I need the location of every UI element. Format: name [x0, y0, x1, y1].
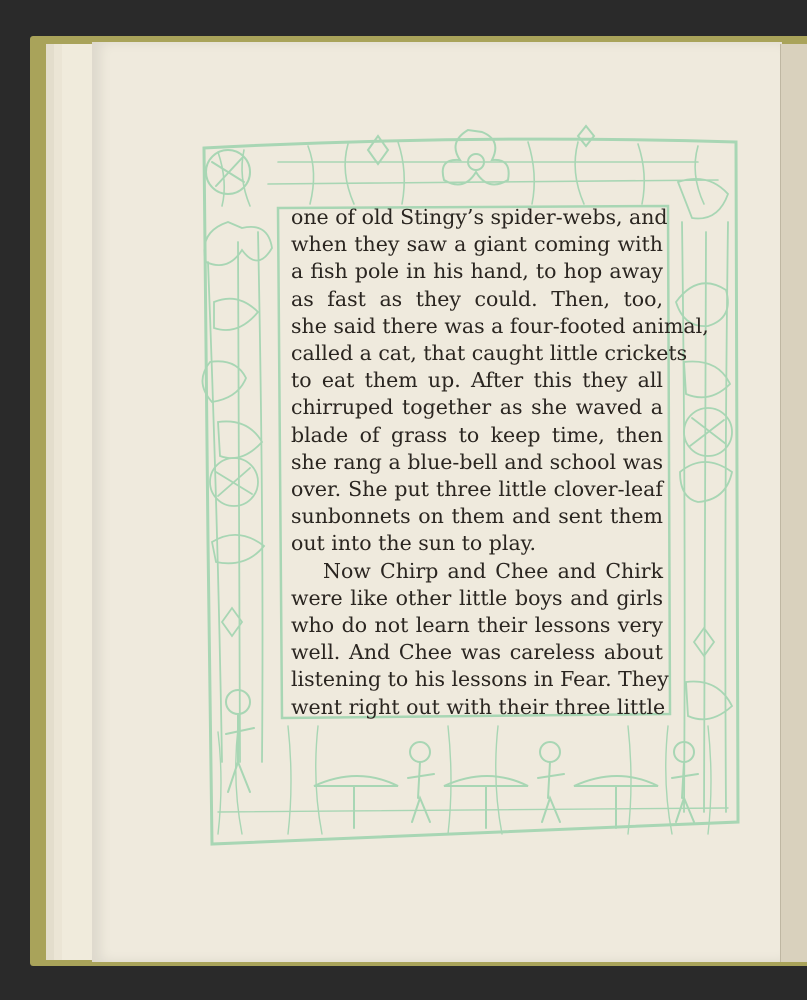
- text-line: one of old Stingy’s spider-webs, and: [291, 205, 668, 229]
- text-line: chirruped together as she waved a: [291, 395, 663, 420]
- text-line: a fish pole in his hand, to hop away: [291, 259, 663, 284]
- text-line: called a cat, that caught little crickets: [291, 341, 688, 366]
- text-line: when they saw a giant coming with: [291, 232, 663, 257]
- text-line: listening to his lessons in Fear. They: [291, 667, 669, 692]
- text-line: sunbonnets on them and sent them: [291, 504, 663, 529]
- facing-page-edge: [780, 44, 807, 962]
- text-line: blade of grass to keep time, then: [291, 422, 663, 447]
- text-line: out into the sun to play.: [291, 531, 537, 556]
- text-line: were like other little boys and girls: [291, 585, 663, 610]
- text-line: she said there was a four-footed animal,: [291, 313, 709, 338]
- story-text: [291, 204, 709, 721]
- text-line: as fast as they could. Then, too,: [291, 286, 663, 311]
- text-line: went right out with their three little: [291, 694, 666, 719]
- text-line: she rang a blue-bell and school was: [291, 449, 663, 474]
- text-line: well. And Chee was careless about: [291, 640, 663, 665]
- text-line: to eat them up. After this they all: [291, 368, 663, 393]
- text-line: who do not learn their lessons very: [291, 613, 663, 638]
- text-line: over. She put three little clover-leaf: [291, 477, 663, 502]
- text-line: Now Chirp and Chee and Chirk: [323, 558, 663, 583]
- page-edge: [62, 44, 93, 960]
